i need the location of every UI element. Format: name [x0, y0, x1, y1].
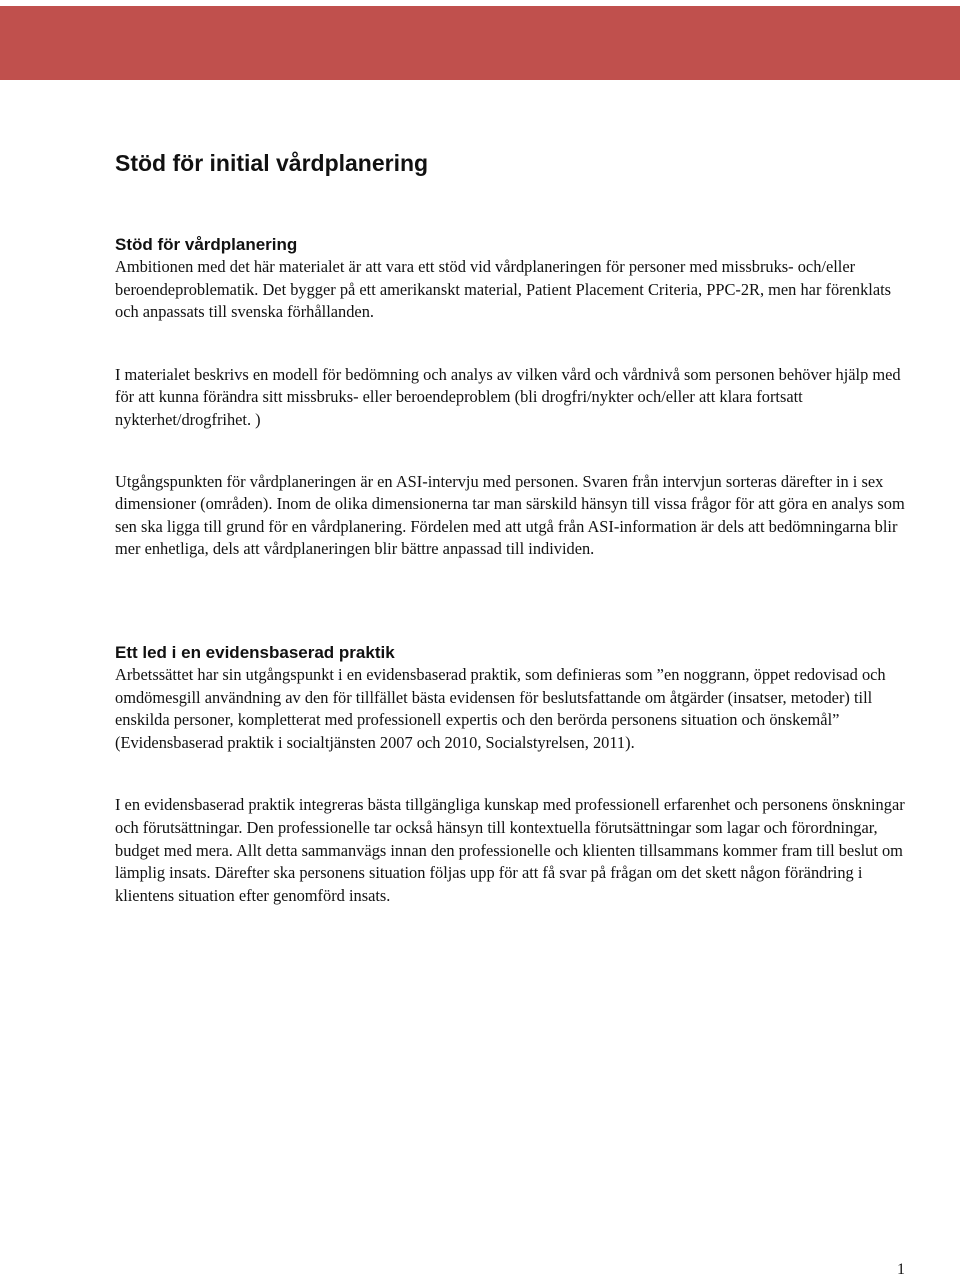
- section-vardplanering: [115, 233, 915, 561]
- paragraph: Utgångspunkten för vårdplaneringen är en ASI-intervju med personen. Svaren från intervjun sorteras därefter in i sex dimensioner (områden). Inom de olika dimensionerna tar man särskild hänsyn till vissa frågor för att göra en analys som sen ska ligga till grund för en vårdplanering. Fördelen med att utgå från ASI-information är dels att bedömningarna blir mer enhetliga, dels att vårdplaneringen blir bättre anpassad till individen.: [115, 471, 905, 559]
- section-heading: Ett led i en evidensbaserad praktik: [115, 643, 395, 662]
- paragraph: I materialet beskrivs en modell för bedömning och analys av vilken vård och vårdnivå som personen behöver hjälp med för att kunna förändra sitt missbruks- eller beroendeproblem (bli drogfri/nykter och/eller att klara fortsatt nykterhet/drogfrihet. ): [115, 364, 901, 429]
- page-number: 1: [897, 1261, 905, 1278]
- paragraph: I en evidensbaserad praktik integreras bästa tillgängliga kunskap med professionell erfarenhet och personens önskningar och förutsättningar. Den professionelle tar också hänsyn till kontextuella förutsättningar som lagar och förordningar, budget med mera. Allt detta sammanvägs innan den professionelle och klienten tillsammans kommer fram till beslut om lämplig insats. Därefter ska personens situation följas upp för att få svar på frågan om det skett någon förändring i klientens situation efter genomförd insats.: [115, 795, 905, 905]
- section-evidensbaserad-praktik: [115, 641, 915, 907]
- header-color-band: [0, 6, 960, 80]
- paragraph: Arbetssättet har sin utgångspunkt i en evidensbaserad praktik, som definieras som ”en noggrann, öppet redovisad och omdömesgill användning av den för tillfället bästa evidensen för beslutsfattande om åtgärder (insatser, metoder) till enskilda personer, kompletterat med professionell expertis och den berörda personens situation och önskemål” (Evidensbaserad praktik i socialtjänsten 2007 och 2010, Socialstyrelsen, 2011).: [115, 665, 886, 752]
- section-heading: Stöd för vårdplanering: [115, 235, 298, 254]
- paragraph: Ambitionen med det här materialet är att vara ett stöd vid vårdplaneringen för personer med missbruks- och/eller beroendeproblematik. Det bygger på ett amerikanskt material, Patient Placement Criteria, PPC-2R, men har förenklats och anpassats till svenska förhållanden.: [115, 257, 892, 322]
- page-title: Stöd för initial vårdplanering: [115, 150, 429, 176]
